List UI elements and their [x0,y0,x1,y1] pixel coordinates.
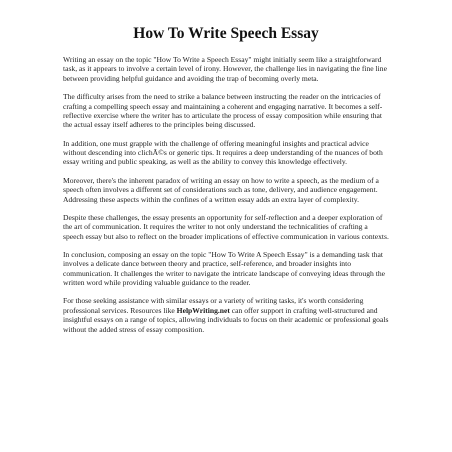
document-body [63,55,390,343]
paragraph-1: Writing an essay on the topic "How To Write a Speech Essay" might initially seem like a straightforward task, as it appears to involve a certain level of irony. However, the challenge lies in navigating the fine line between providing helpful guidance and avoiding the trap of becoming overly meta. [63,55,387,83]
document-title: How To Write Speech Essay [133,25,319,42]
paragraph-6: In conclusion, composing an essay on the topic "How To Write A Speech Essay" is a demanding task that involves a delicate dance between theory and practice, self-reference, and broader insights into communication. It challenges the writer to navigate the intricate landscape of conveying ideas through the written word while providing valuable guidance to the reader. [63,249,385,288]
closing-text-after: can offer support in crafting well-structured and insightful essays on a range of topics, allowing individuals to focus on their academic or professional goals without the added stress of essay composition. [63,305,389,334]
paragraph-2: The difficulty arises from the need to strike a balance between instructing the reader on the intricacies of crafting a compelling speech essay and maintaining a coherent and engaging narrative. It becomes a self-reflective exercise where the writer has to articulate the process of essay composition while ensuring that the actual essay itself adheres to the principles being discussed. [63,92,383,130]
closing-text-before: For those seeking assistance with similar essays or a variety of writing tasks, it's worth considering professional services. Resources like [63,296,364,315]
paragraph-3: In addition, one must grapple with the challenge of offering meaningful insights and practical advice without descending into clichÃ©s or generic tips. It requires a deep understanding of the nuances of both essay writing and public speaking, as well as the ability to convey this knowledge effectively. [63,138,383,167]
closing-paragraph [63,296,390,334]
paragraph-4: Moreover, there's the inherent paradox of writing an essay on how to write a speech, as the medium of a speech often involves a different set of considerations such as tone, delivery, and audience engagement. Addressing these aspects within the confines of a written essay adds an extra layer of complexity. [63,175,379,204]
helpwriting-link[interactable]: HelpWriting.net [176,305,230,315]
paragraph-5: Despite these challenges, the essay presents an opportunity for self-reflection and a deeper exploration of the art of communication. It requires the writer to not only understand the technicalities of crafting a speech essay but also to reflect on the broader implications of effective communication in various contexts. [63,212,389,241]
